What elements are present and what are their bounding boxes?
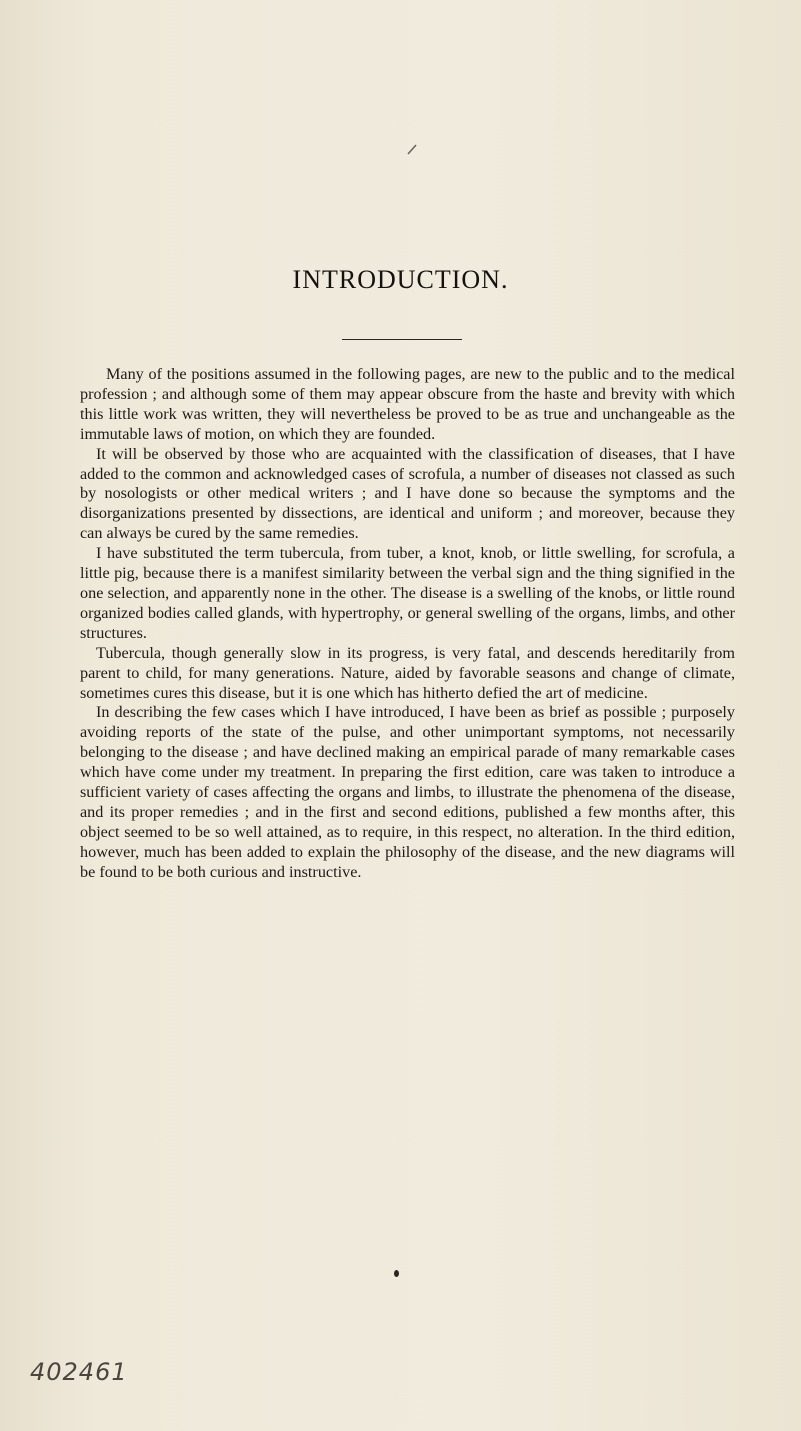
ink-dot	[394, 1270, 399, 1277]
page-title: INTRODUCTION.	[292, 265, 509, 295]
pencil-mark-icon	[406, 143, 418, 155]
paragraph: It will be observed by those who are acquainted with the classification of diseases, that I have added to the common and acknowledged cases of scrofula, a number of diseases not classed as such by nosologists or other medical writers ; and I have done so because the symptoms and the disorganizations presented by dissections, are identical and uniform ; and moreover, because they can always be cured by the same remedies.	[80, 444, 735, 543]
title-divider	[342, 339, 462, 340]
introduction-text	[80, 365, 735, 883]
handwritten-shelfmark: 402461	[30, 1358, 128, 1386]
paragraph: In describing the few cases which I have introduced, I have been as brief as possible ; purposely avoiding reports of the state of the pulse, and other unimportant symptoms, not necessarily belonging to the disease ; and have declined making an empirical parade of many remarkable cases which have come under my treatment. In preparing the first edition, care was taken to introduce a sufficient variety of cases affecting the organs and limbs, to illustrate the phenomena of the disease, and its proper remedies ; and in the first and second editions, published a few months after, this object seemed to be so well attained, as to require, in this respect, no alteration. In the third edition, however, much has been added to explain the philosophy of the disease, and the new diagrams will be found to be both curious and instructive.	[80, 703, 735, 881]
paragraph: Tubercula, though generally slow in its progress, is very fatal, and descends hereditarily from parent to child, for many generations. Nature, aided by favorable seasons and change of climate, sometimes cures this disease, but it is one which has hitherto defied the art of medicine.	[80, 643, 735, 702]
paragraph: I have substituted the term tubercula, from tuber, a knot, knob, or little swelling, for scrofula, a little pig, because there is a manifest similarity between the verbal sign and the thing signified in the one selection, and apparently none in the other. The disease is a swelling of the knobs, or little round organized bodies called glands, with hypertrophy, or general swelling of the organs, limbs, and other structures.	[80, 544, 735, 642]
paragraph: Many of the positions assumed in the following pages, are new to the public and to the medical profession ; and although some of them may appear obscure from the haste and brevity with which this little work was written, they will nevertheless be proved to be as true and unchangeable as the immutable laws of motion, on which they are founded.	[80, 365, 735, 443]
